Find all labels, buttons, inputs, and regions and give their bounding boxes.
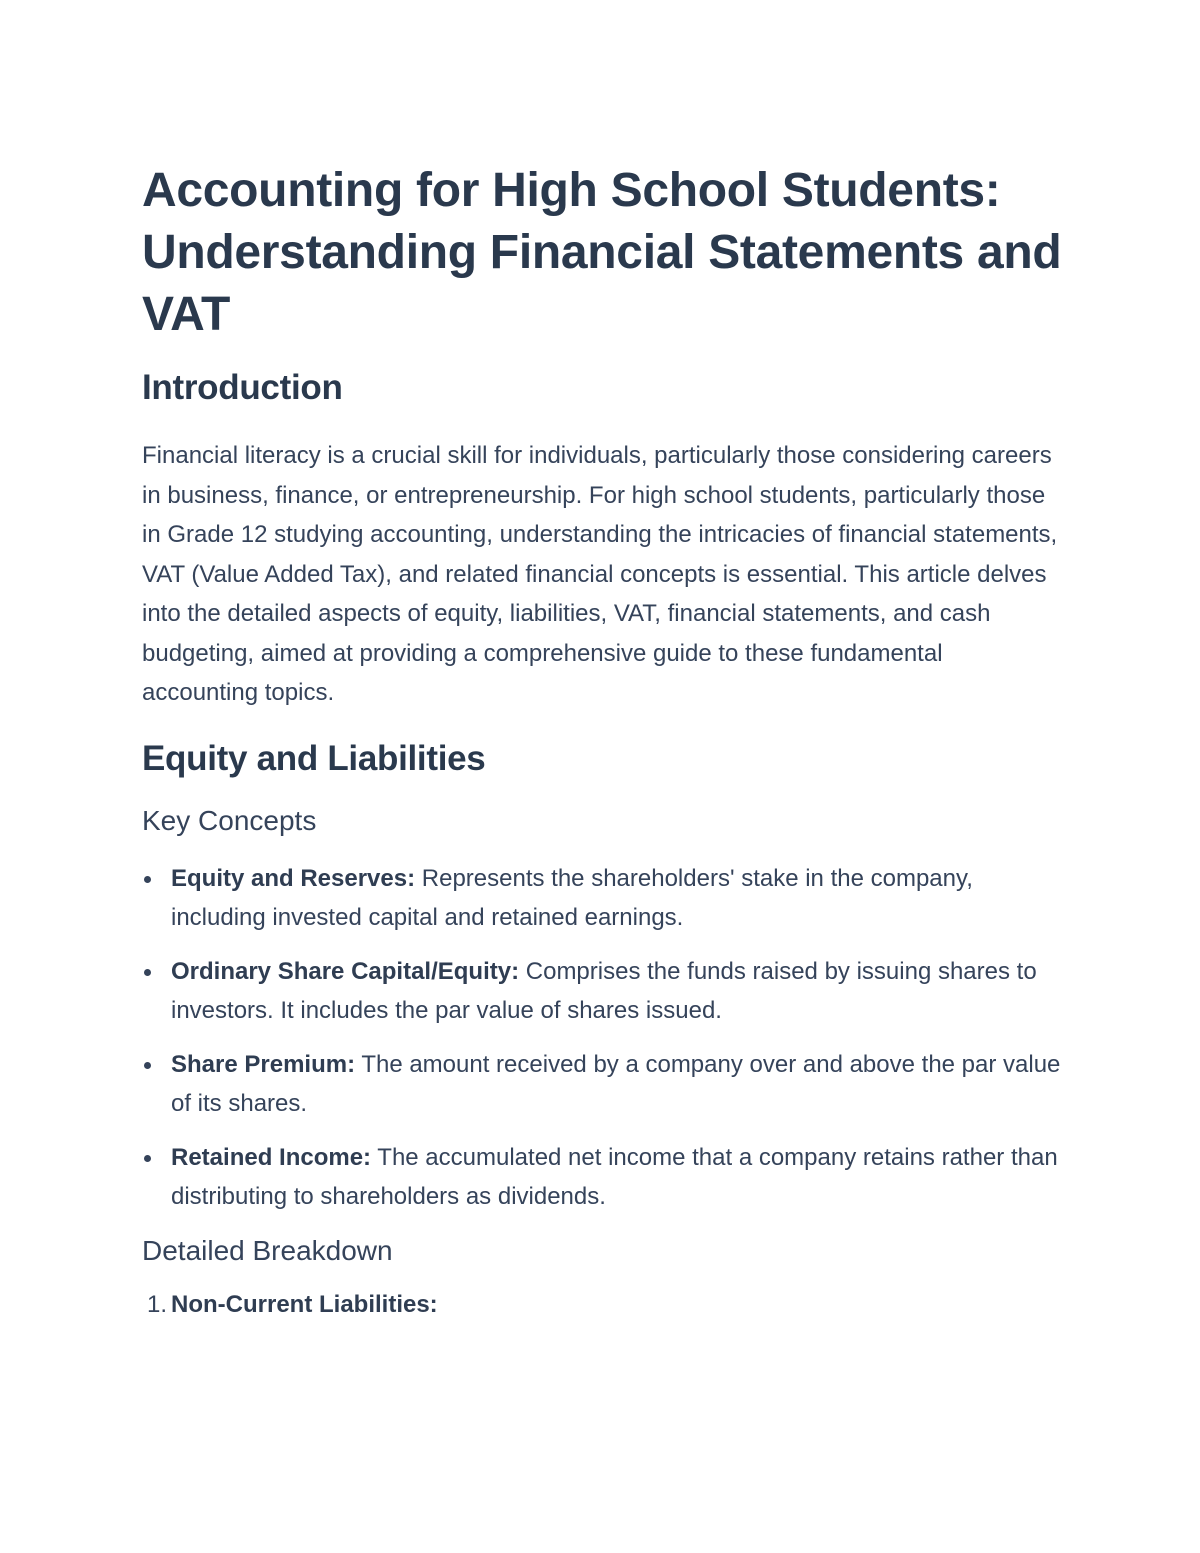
list-item-text: Represents the shareholders' stake in the company, including invested capital and retained earnings. bbox=[171, 864, 973, 931]
document-page bbox=[142, 160, 1062, 1324]
list-item-term: Retained Income: bbox=[171, 1143, 372, 1171]
detailed-breakdown-list bbox=[142, 1285, 1062, 1325]
list-item-term: Ordinary Share Capital/Equity: bbox=[171, 957, 520, 985]
list-item-text: Comprises the funds raised by issuing shares to investors. It includes the par value of shares issued. bbox=[171, 957, 1037, 1024]
list-item-term: Equity and Reserves: bbox=[171, 864, 416, 892]
equity-liabilities-heading: Equity and Liabilities bbox=[142, 738, 486, 778]
list-item-term: Non-Current Liabilities: bbox=[171, 1290, 438, 1318]
intro-heading: Introduction bbox=[142, 368, 343, 407]
intro-paragraph: Financial literacy is a crucial skill for individuals, particularly those considering careers in business, finance, or entrepreneurship. For high school students, particularly those in Grade 12 studying accounting, understanding the intricacies of financial statements, VAT (Value Added Tax), and related financial concepts is essential. This article delves into the detailed aspects of equity, liabilities, VAT, financial statements, and cash budgeting, aimed at providing a comprehensive guide to these fundamental accounting topics. bbox=[142, 442, 1058, 706]
key-concepts-list bbox=[142, 859, 1062, 1217]
list-item-number: 1. bbox=[147, 1290, 168, 1318]
list-item-term: Share Premium: bbox=[171, 1050, 356, 1078]
numbered-list-item bbox=[142, 1285, 1062, 1325]
list-item bbox=[142, 952, 1062, 1031]
list-item bbox=[142, 859, 1062, 938]
detailed-breakdown-heading: Detailed Breakdown bbox=[142, 1234, 393, 1266]
page-title: Accounting for High School Students: Understanding Financial Statements and VAT bbox=[142, 164, 1062, 341]
key-concepts-heading: Key Concepts bbox=[142, 804, 317, 836]
list-item bbox=[142, 1045, 1062, 1124]
list-item bbox=[142, 1138, 1062, 1217]
list-item-text: The amount received by a company over and above the par value of its shares. bbox=[171, 1050, 1061, 1117]
list-item-text: The accumulated net income that a company retains rather than distributing to shareholders as dividends. bbox=[171, 1143, 1058, 1210]
